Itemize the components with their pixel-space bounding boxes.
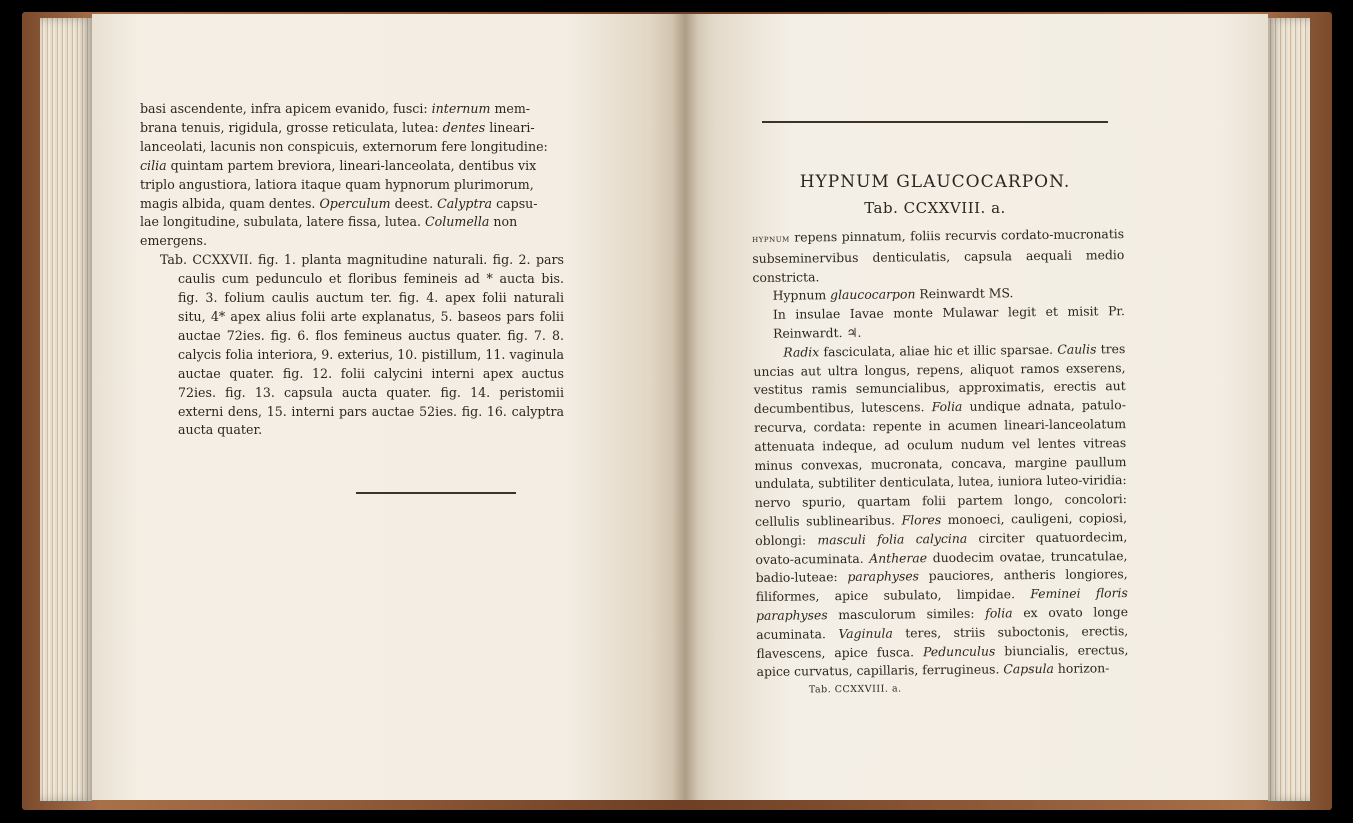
synonym: Hypnum glaucocarpon Reinwardt MS.	[772, 285, 1014, 304]
left-line-3: lanceolati, lacunis non conspicuis, externorum fere longitudine:	[140, 138, 548, 154]
right-page-text	[752, 225, 1129, 701]
right-page-rule	[762, 121, 1108, 123]
page-signature: Tab. CCXXVIII. a.	[808, 683, 902, 696]
left-line-5: triplo angustiora, latiora itaque quam hypnorum plurimorum,	[140, 176, 534, 192]
left-page-rule	[356, 492, 516, 494]
book-gutter	[672, 14, 698, 800]
left-line-2: brana tenuis, rigidula, grosse reticulata, lutea: dentes lineari-	[140, 119, 535, 135]
plate-number: Tab. CCXXVIII. a.	[864, 199, 1006, 217]
left-page-text	[140, 100, 564, 440]
plate-description: Tab. CCXXVII. fig. 1. planta magnitudine naturali. fig. 2. pars caulis cum pedunculo et floribus femineis ad * aucta bis. fig. 3. folium caulis auctum ter. fig. 4. apex folii naturali situ, 4* apex alius folii arte explanatus, 5. baseos pars folii auctae 72ies. fig. 6. flos femineus auctus quater. fig. 7. 8. calycis folia interiora, 9. exterius, 10. pistillum, 11. vaginula auctae quater. fig. 12. folii calycini interni apex auctus 72ies. fig. 13. capsula aucta quater. fig. 14. peristomii externi dens, 15. interni pars auctae 52ies. fig. 16. calyptra aucta quater.	[160, 252, 564, 438]
left-line-1: basi ascendente, infra apicem evanido, fusci: internum mem-	[140, 101, 531, 116]
left-line-8: emergens.	[140, 233, 207, 249]
right-page-edges	[1268, 18, 1310, 801]
left-line-6: magis albida, quam dentes. Operculum deest. Calyptra capsu-	[140, 195, 538, 211]
left-line-7: lae longitudine, subulata, latere fissa, lutea. Columella non	[140, 214, 518, 230]
description: Radix fasciculata, aliae hic et illic sparsae. Caulis tres uncias aut ultra longus, repens, aliquot ramos exserens, vestitus ramis semuncialibus, approximatis, erectis aut decumbentibus, lutescens. Folia undique adnata, patulo-recurva, cordata: repente in acumen lineari-lanceolatum attenuata indeque, ad oculum nudum vel lentes vitreas minus convexas, mucronata, concava, margine paullum undulata, subtiliter denticulata, lutea, iuniora luteo-viridia: nervo spurio, quartam folii partem longo, concolori: cellulis sublinearibus. Flores monoeci, cauligeni, copiosi, oblongi: masculi folia calycina circiter quatuordecim, ovato-acuminata. Antherae duodecim ovatae, truncatulae, badio-luteae: paraphyses pauciores, antheris longiores, filiformes, apice subulato, limpidae. Feminei floris paraphyses masculorum similes: folia ex ovato longe acuminata. Vaginula teres, striis suboctonis, erectis, flavescens, apice fusca. Pedunculus biuncialis, erectus, apice curvatus, capillaris, ferrugineus. Capsula horizon-	[753, 340, 1129, 680]
species-title: HYPNUM GLAUCOCARPON.	[799, 172, 1071, 192]
left-page-edges	[40, 18, 92, 801]
diagnosis: hypnum repens pinnatum, foliis recurvis cordato-mucronatis subseminervibus denticulatis, capsula aequali medio constricta.	[752, 226, 1125, 285]
left-line-4: cilia quintam partem breviora, lineari-lanceolata, dentibus vix	[140, 157, 537, 173]
habitat: In insulae Iavae monte Mulawar legit et misit Pr. Reinwardt. ♃.	[772, 303, 1125, 341]
